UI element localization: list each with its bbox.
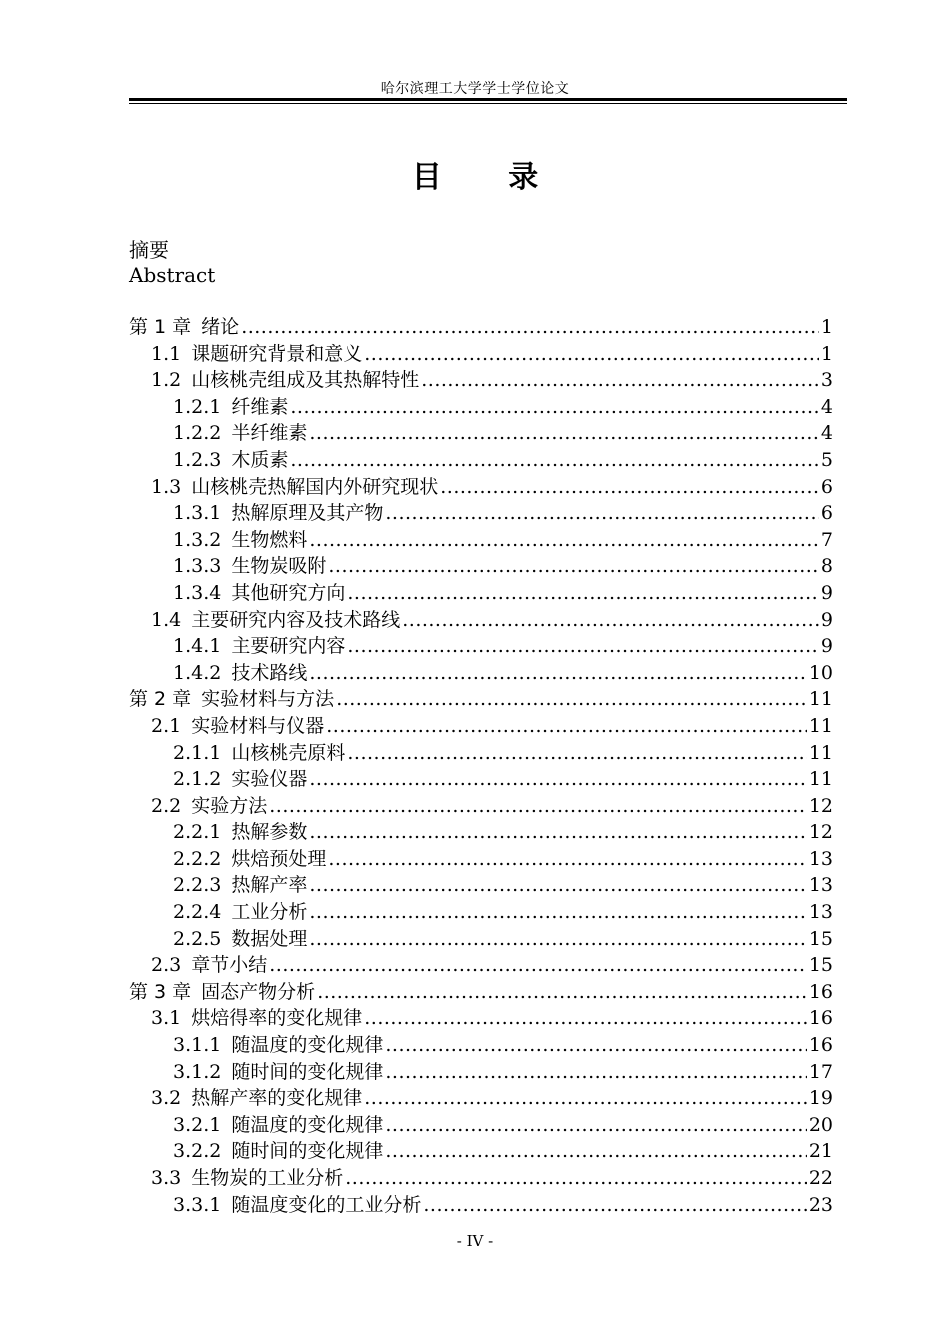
toc-entry-title: 山核桃壳热解国内外研究现状 — [191, 475, 439, 498]
dot-leader — [347, 633, 819, 660]
dot-leader — [423, 1192, 806, 1219]
toc-entry[interactable] — [129, 394, 833, 421]
toc-entry-title: 纤维素 — [231, 395, 289, 418]
toc-entry[interactable] — [129, 1112, 833, 1139]
toc-entry-title: 绪论 — [201, 316, 240, 338]
toc-entry-number: 1.2 — [151, 369, 182, 392]
toc-entry-page: 13 — [808, 874, 833, 897]
dot-leader — [385, 1059, 806, 1086]
toc-entry-title: 生物炭吸附 — [231, 555, 327, 578]
toc-entry-title: 生物燃料 — [231, 528, 308, 551]
toc-entry-title: 其他研究方向 — [231, 581, 346, 604]
toc-entry[interactable] — [129, 1032, 833, 1059]
toc-entry-page: 23 — [808, 1193, 833, 1216]
toc-entry-page: 4 — [820, 395, 833, 418]
toc-entry-number: 2.3 — [151, 954, 182, 977]
toc-title: 目 录 — [411, 160, 567, 195]
toc-entry-number: 2.2.3 — [173, 874, 222, 897]
toc-entry-title: 章节小结 — [191, 954, 268, 977]
toc-entry-title: 主要研究内容 — [231, 635, 346, 658]
toc-entry[interactable] — [129, 899, 833, 926]
toc-entry-title: 木质素 — [231, 448, 289, 471]
toc-entry[interactable] — [129, 926, 833, 953]
toc-entry-number: 1.2.2 — [173, 422, 222, 445]
toc-entry-title: 实验材料与仪器 — [191, 714, 325, 737]
toc-entry[interactable] — [129, 979, 833, 1006]
toc-entry[interactable] — [129, 420, 833, 447]
toc-entry-number: 2.2.5 — [173, 927, 222, 950]
toc-entry-page: 8 — [820, 555, 833, 578]
dot-leader — [241, 314, 819, 341]
toc-entry[interactable] — [129, 819, 833, 846]
toc-entry-page: 4 — [820, 422, 833, 445]
toc-entry-title: 主要研究内容及技术路线 — [191, 608, 401, 631]
toc-entry[interactable] — [129, 846, 833, 873]
toc-entry-title: 热解原理及其产物 — [231, 502, 384, 525]
toc-entry[interactable] — [129, 952, 833, 979]
toc-entry-title: 山核桃壳组成及其热解特性 — [191, 369, 420, 392]
dot-leader — [269, 952, 807, 979]
front-matter-abstract-cn: 摘要 — [129, 238, 169, 262]
toc-entry-number: 1.4 — [151, 608, 182, 631]
toc-entry-number: 1.4.2 — [173, 661, 222, 684]
toc-entry-title: 随温度变化的工业分析 — [231, 1193, 422, 1216]
toc-entry[interactable] — [129, 740, 833, 767]
toc-entry-title: 固态产物分析 — [201, 980, 316, 1003]
toc-entry-number: 3.2.2 — [173, 1140, 222, 1163]
toc-entry[interactable] — [129, 793, 833, 820]
toc-entry-number: 2.2 — [151, 794, 182, 817]
toc-entry-title: 实验方法 — [191, 794, 268, 817]
toc-entry-page: 20 — [808, 1113, 833, 1136]
dot-leader — [364, 1085, 807, 1112]
toc-entry[interactable] — [129, 447, 833, 474]
toc-entry-number: 2.1.2 — [173, 768, 222, 791]
toc-entry-page: 11 — [808, 741, 833, 764]
toc-entry-page: 6 — [820, 502, 833, 525]
toc-entry[interactable] — [129, 872, 833, 899]
toc-entry-title: 随温度的变化规律 — [231, 1113, 384, 1136]
front-matter-abstract-en: Abstract — [129, 263, 216, 287]
toc-entry-page: 10 — [808, 661, 833, 684]
page-number: - IV - — [456, 1232, 494, 1250]
toc-entry-number: 3.1 — [151, 1007, 182, 1030]
dot-leader — [309, 420, 819, 447]
toc-entry-title: 热解参数 — [231, 821, 308, 844]
dot-leader — [309, 899, 806, 926]
toc-entry[interactable] — [129, 1059, 833, 1086]
toc-entry-page: 11 — [808, 714, 833, 737]
toc-entry-title: 山核桃壳原料 — [231, 741, 346, 764]
header-rule-thick — [129, 98, 847, 101]
toc-entry-number: 3.3 — [151, 1167, 182, 1189]
toc-entry-title: 工业分析 — [231, 901, 308, 924]
toc-entry[interactable] — [129, 713, 833, 740]
toc-entry-number: 1.3.1 — [173, 502, 222, 525]
toc-entry-page: 16 — [808, 1034, 833, 1057]
toc-entry-number: 第 3 章 — [129, 980, 192, 1003]
toc-entry[interactable] — [129, 367, 833, 394]
dot-leader — [336, 686, 807, 713]
toc-entry-page: 9 — [820, 581, 833, 604]
toc-entry-title: 热解产率 — [231, 874, 308, 897]
toc-entry-number: 2.1 — [151, 714, 182, 737]
toc-entry-title: 半纤维素 — [231, 422, 308, 445]
dot-leader — [440, 474, 819, 501]
toc-entry-page: 15 — [808, 954, 833, 977]
toc-entry[interactable] — [129, 1085, 833, 1112]
dot-leader — [385, 1138, 806, 1165]
dot-leader — [309, 660, 806, 687]
toc-entry-title: 数据处理 — [231, 927, 308, 950]
toc-entry-page: 17 — [808, 1060, 833, 1083]
toc-entry-number: 2.1.1 — [173, 741, 222, 764]
dot-leader — [385, 1032, 806, 1059]
toc-entry-number: 1.3 — [151, 475, 182, 498]
toc-entry[interactable] — [129, 633, 833, 660]
toc-entry-number: 1.2.1 — [173, 395, 222, 418]
table-of-contents — [129, 314, 833, 1218]
dot-leader — [309, 872, 806, 899]
toc-entry-title: 实验材料与方法 — [201, 688, 335, 711]
toc-entry-title: 课题研究背景和意义 — [191, 342, 363, 365]
toc-entry[interactable] — [129, 500, 833, 527]
toc-entry-number: 3.1.2 — [173, 1060, 222, 1083]
toc-entry[interactable] — [129, 686, 833, 713]
dot-leader — [347, 580, 819, 607]
toc-entry-page: 9 — [820, 608, 833, 631]
dot-leader — [326, 713, 807, 740]
dot-leader — [328, 846, 806, 873]
header-rule-thin — [129, 103, 847, 104]
dot-leader — [309, 527, 819, 554]
dot-leader — [347, 740, 806, 767]
toc-entry[interactable] — [129, 1192, 833, 1219]
toc-entry-page: 16 — [808, 1007, 833, 1030]
dot-leader — [290, 394, 819, 421]
toc-entry[interactable] — [129, 474, 833, 501]
dot-leader — [385, 500, 819, 527]
toc-entry-page: 1 — [820, 342, 833, 365]
toc-entry-number: 第 1 章 — [129, 316, 192, 338]
toc-entry-title: 烘焙预处理 — [231, 847, 327, 870]
toc-entry-page: 22 — [808, 1167, 833, 1189]
toc-entry-page: 5 — [820, 448, 833, 471]
toc-entry-title: 实验仪器 — [231, 768, 308, 791]
toc-entry-title: 随温度的变化规律 — [231, 1034, 384, 1057]
dot-leader — [364, 1005, 807, 1032]
toc-entry[interactable] — [129, 1165, 833, 1192]
toc-entry-page: 13 — [808, 847, 833, 870]
toc-entry-page: 1 — [820, 316, 833, 338]
toc-entry-number: 1.3.4 — [173, 581, 222, 604]
dot-leader — [309, 926, 806, 953]
dot-leader — [317, 979, 807, 1006]
dot-leader — [290, 447, 819, 474]
toc-entry-page: 11 — [808, 688, 833, 711]
toc-entry-page: 7 — [820, 528, 833, 551]
toc-entry-page: 19 — [808, 1087, 833, 1110]
dot-leader — [402, 607, 819, 634]
toc-entry-page: 21 — [808, 1140, 833, 1163]
toc-entry-number: 3.2 — [151, 1087, 182, 1110]
running-header: 哈尔滨理工大学学士学位论文 — [380, 81, 570, 97]
toc-entry-page: 15 — [808, 927, 833, 950]
dot-leader — [328, 553, 819, 580]
dot-leader — [269, 793, 807, 820]
toc-entry-title: 热解产率的变化规律 — [191, 1087, 363, 1110]
toc-entry-number: 2.2.1 — [173, 821, 222, 844]
toc-entry[interactable] — [129, 1005, 833, 1032]
dot-leader — [309, 819, 806, 846]
toc-entry-page: 6 — [820, 475, 833, 498]
toc-entry-title: 烘焙得率的变化规律 — [191, 1007, 363, 1030]
toc-entry-title: 生物炭的工业分析 — [191, 1167, 344, 1189]
dot-leader — [385, 1112, 806, 1139]
toc-entry[interactable] — [129, 766, 833, 793]
toc-entry[interactable] — [129, 660, 833, 687]
toc-entry-number: 第 2 章 — [129, 688, 192, 711]
toc-entry[interactable] — [129, 341, 833, 368]
toc-entry-number: 1.3.3 — [173, 555, 222, 578]
toc-entry-number: 1.3.2 — [173, 528, 222, 551]
toc-entry-number: 1.2.3 — [173, 448, 222, 471]
toc-entry-number: 2.2.4 — [173, 901, 222, 924]
toc-entry-number: 2.2.2 — [173, 847, 222, 870]
toc-entry-page: 12 — [808, 794, 833, 817]
dot-leader — [364, 341, 819, 368]
dot-leader — [421, 367, 819, 394]
toc-entry-title: 随时间的变化规律 — [231, 1060, 384, 1083]
toc-entry-page: 3 — [820, 369, 833, 392]
toc-entry[interactable] — [129, 553, 833, 580]
toc-entry-title: 技术路线 — [231, 661, 308, 684]
toc-entry-number: 3.2.1 — [173, 1113, 222, 1136]
toc-entry[interactable] — [129, 527, 833, 554]
toc-entry-page: 12 — [808, 821, 833, 844]
toc-entry-number: 3.3.1 — [173, 1193, 222, 1216]
toc-entry-number: 1.4.1 — [173, 635, 222, 658]
toc-entry-page: 13 — [808, 901, 833, 924]
toc-entry[interactable] — [129, 607, 833, 634]
toc-entry-title: 随时间的变化规律 — [231, 1140, 384, 1163]
dot-leader — [309, 766, 806, 793]
toc-entry-page: 11 — [808, 768, 833, 791]
toc-entry-page: 16 — [808, 980, 833, 1003]
toc-entry[interactable] — [129, 314, 833, 341]
toc-entry[interactable] — [129, 1138, 833, 1165]
toc-entry-number: 3.1.1 — [173, 1034, 222, 1057]
dot-leader — [345, 1165, 807, 1192]
toc-entry-page: 9 — [820, 635, 833, 658]
toc-entry-number: 1.1 — [151, 342, 182, 365]
toc-entry[interactable] — [129, 580, 833, 607]
